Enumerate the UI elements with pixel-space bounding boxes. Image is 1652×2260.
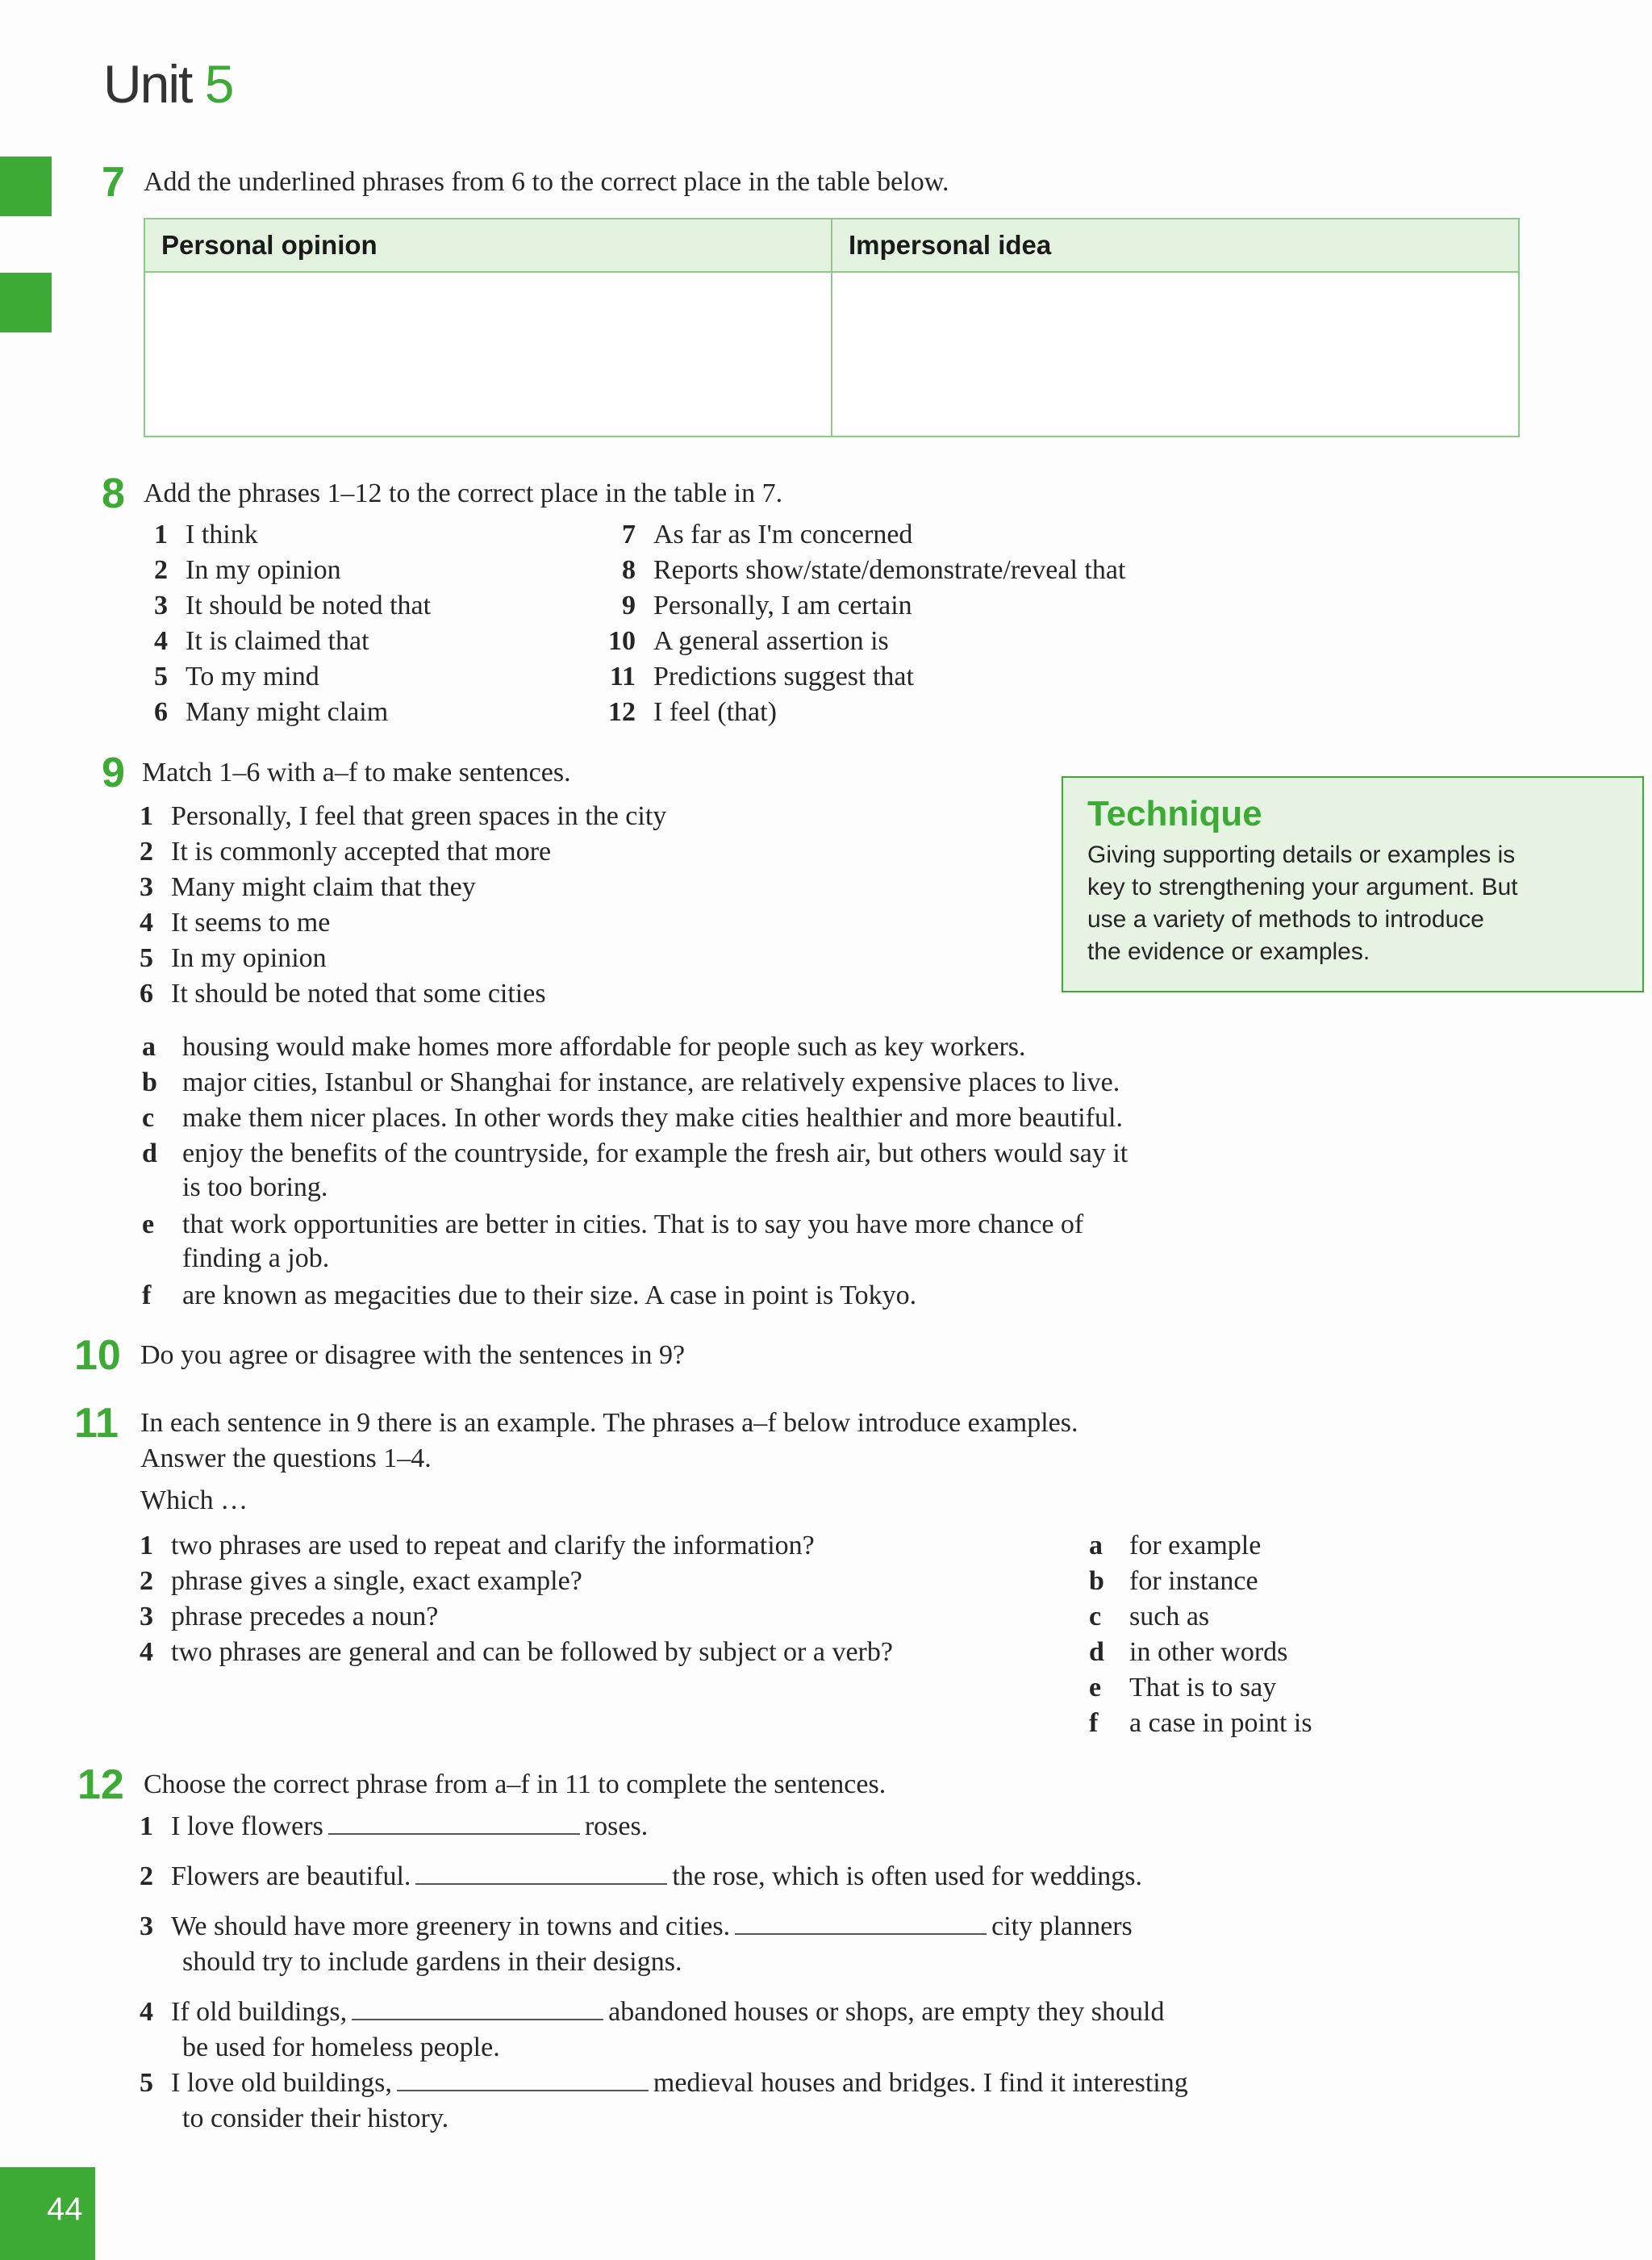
list-item: f are known as megacities due to their size. A case in point is Tokyo. <box>142 1280 917 1310</box>
exercise-11-number: 11 <box>74 1400 119 1447</box>
list-item: 5 I love old buildings, medieval houses and bridges. I find it interesting <box>129 2066 1188 2101</box>
list-item: 3 It should be noted that <box>154 591 432 620</box>
list-item: 4 two phrases are general and can be followed by subject or a verb? <box>140 1637 893 1667</box>
list-item: 5 In my opinion <box>140 943 327 973</box>
exercise-7-number: 7 <box>102 159 125 206</box>
list-item: 11 Predictions suggest that <box>609 662 914 691</box>
answer-blank[interactable] <box>328 1809 580 1835</box>
list-item: 6 It should be noted that some cities <box>140 979 546 1009</box>
list-item: 3 Many might claim that they <box>140 872 476 902</box>
list-item: 2 In my opinion <box>154 555 341 585</box>
answer-blank[interactable] <box>397 2066 649 2091</box>
answer-blank[interactable] <box>352 1995 603 2020</box>
table-header-impersonal: Impersonal idea <box>832 219 1519 272</box>
list-item: 4 It seems to me <box>140 908 331 938</box>
exercise-8-instruction: Add the phrases 1–12 to the correct place in the table in 7. <box>144 478 783 508</box>
answer-blank[interactable] <box>735 1909 987 1935</box>
exercise-8-number: 8 <box>102 470 125 517</box>
list-item: 1 Personally, I feel that green spaces in the city <box>140 801 667 831</box>
exercise-10-number: 10 <box>74 1332 121 1379</box>
side-tab-bottom <box>0 273 52 332</box>
list-item: 6 Many might claim <box>154 697 389 727</box>
list-item: 5 To my mind <box>154 662 319 691</box>
list-item: 8 Reports show/state/demonstrate/reveal that <box>622 555 1126 585</box>
list-item: 2 phrase gives a single, exact example? <box>140 1566 582 1596</box>
list-item: 2 Flowers are beautiful. the rose, which is often used for weddings. <box>129 1859 1142 1894</box>
list-item: 3 phrase precedes a noun? <box>140 1602 439 1631</box>
list-item: c make them nicer places. In other words they make cities healthier and more beautiful. <box>142 1103 1123 1133</box>
exercise-12-instruction: Choose the correct phrase from a–f in 11 to complete the sentences. <box>144 1769 886 1799</box>
answer-blank[interactable] <box>415 1859 667 1885</box>
list-item: 12 I feel (that) <box>608 697 777 727</box>
list-item: b for instance <box>1089 1566 1258 1596</box>
table-header-personal: Personal opinion <box>144 219 832 272</box>
exercise-11-instruction: In each sentence in 9 there is an example. The phrases a–f below introduce examples. <box>140 1408 1078 1438</box>
exercise-11-instruction-2: Answer the questions 1–4. <box>140 1443 432 1473</box>
list-item: 10 A general assertion is <box>608 626 889 656</box>
list-item: 1 two phrases are used to repeat and clarify the information? <box>140 1531 815 1560</box>
list-item: f a case in point is <box>1089 1708 1312 1738</box>
opinion-table <box>144 218 1520 437</box>
list-item: 1 I love flowers roses. <box>129 1809 648 1844</box>
list-item: e that work opportunities are better in cities. That is to say you have more chance of <box>142 1209 1084 1239</box>
table-cell-personal[interactable] <box>144 272 832 437</box>
page-number-tab <box>0 2167 95 2260</box>
exercise-11-which: Which … <box>140 1485 248 1515</box>
list-item: 4 It is claimed that <box>154 626 369 656</box>
table-cell-impersonal[interactable] <box>832 272 1519 437</box>
list-item: 4 If old buildings, abandoned houses or shops, are empty they should <box>129 1995 1165 2030</box>
list-item: 7 As far as I'm concerned <box>622 520 913 549</box>
unit-label: Unit <box>103 54 192 114</box>
side-tab-top <box>0 157 52 216</box>
list-item: b major cities, Istanbul or Shanghai for instance, are relatively expensive places to live. <box>142 1067 1120 1097</box>
technique-box <box>1062 776 1644 992</box>
exercise-9-number: 9 <box>102 750 125 796</box>
list-item: d in other words <box>1089 1637 1288 1667</box>
exercise-10-instruction: Do you agree or disagree with the sentences in 9? <box>140 1340 686 1370</box>
list-item-continuation: should try to include gardens in their designs. <box>182 1947 682 1977</box>
list-item: e That is to say <box>1089 1673 1277 1702</box>
exercise-7-instruction: Add the underlined phrases from 6 to the correct place in the table below. <box>144 167 949 197</box>
list-item: 3 We should have more greenery in towns and cities. city planners <box>129 1909 1133 1945</box>
technique-text: Giving supporting details or examples is key to strengthening your argument. But use a variety of methods to introduce the evidence or examples. <box>1087 842 1518 965</box>
list-item: 1 I think <box>154 520 258 549</box>
list-item: c such as <box>1089 1602 1210 1631</box>
list-item: a housing would make homes more affordable for people such as key workers. <box>142 1032 1026 1062</box>
exercise-9-instruction: Match 1–6 with a–f to make sentences. <box>142 758 571 787</box>
unit-heading <box>103 53 232 115</box>
list-item: a for example <box>1089 1531 1262 1560</box>
unit-number: 5 <box>204 54 233 114</box>
list-item: 2 It is commonly accepted that more <box>140 837 552 867</box>
list-item-continuation: to consider their history. <box>182 2103 449 2133</box>
list-item-continuation: be used for homeless people. <box>182 2032 500 2062</box>
page-number: 44 <box>47 2191 83 2227</box>
technique-title: Technique <box>1087 794 1262 833</box>
list-item: 9 Personally, I am certain <box>622 591 912 620</box>
list-item-continuation: finding a job. <box>182 1243 330 1273</box>
list-item-continuation: is too boring. <box>182 1172 328 1202</box>
exercise-12-number: 12 <box>77 1761 124 1808</box>
list-item: d enjoy the benefits of the countryside, for example the fresh air, but others would say it <box>142 1138 1128 1168</box>
